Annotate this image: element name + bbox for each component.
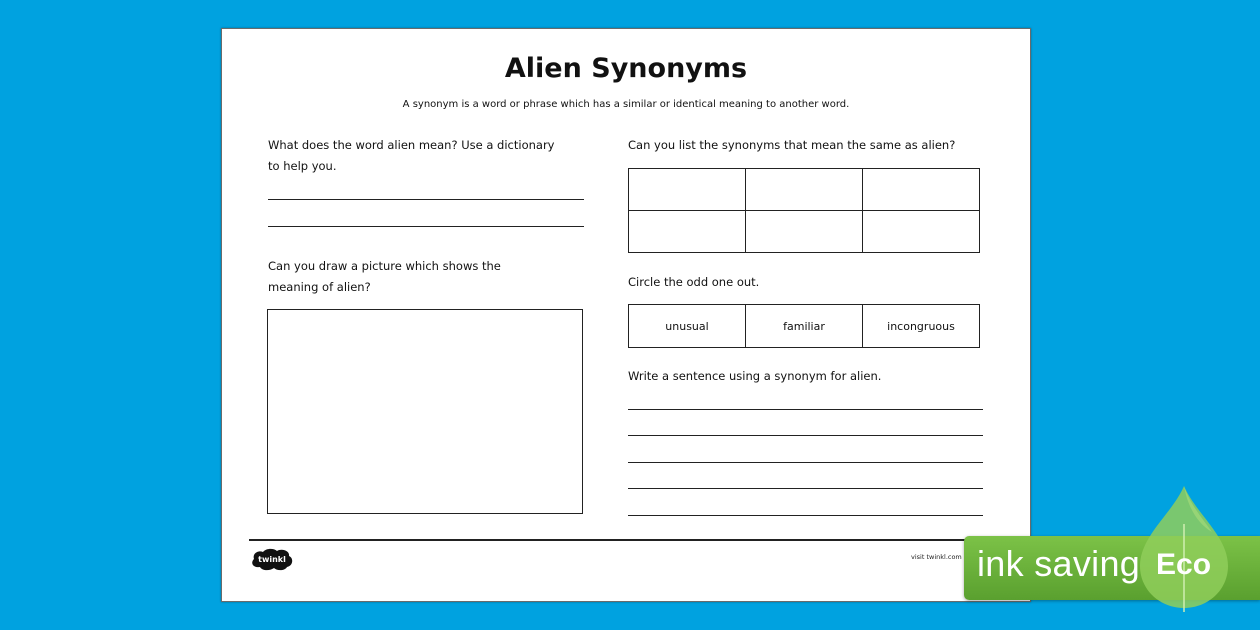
- table-row: [629, 169, 980, 211]
- sentence-line[interactable]: [628, 515, 983, 516]
- question-draw-picture: [268, 256, 501, 298]
- odd-word-incongruous[interactable]: incongruous: [863, 305, 980, 348]
- twinkl-logo: [250, 547, 294, 571]
- eco-label: Eco: [1156, 548, 1212, 581]
- odd-word-familiar[interactable]: familiar: [746, 305, 863, 348]
- odd-one-out-table: [628, 304, 980, 348]
- answer-line[interactable]: [268, 226, 584, 227]
- footer-divider: [249, 539, 1003, 541]
- question-line: to help you.: [268, 159, 337, 173]
- question-list-synonyms: Can you list the synonyms that mean the same as alien?: [628, 138, 956, 152]
- table-row: [629, 211, 980, 253]
- odd-word-unusual[interactable]: unusual: [629, 305, 746, 348]
- logo-text: twinkl: [258, 555, 286, 564]
- synonym-cell[interactable]: [746, 169, 863, 211]
- visit-link[interactable]: visit twinkl.com: [911, 553, 962, 561]
- question-alien-meaning: [268, 135, 554, 177]
- question-odd-one-out: Circle the odd one out.: [628, 275, 760, 289]
- ink-saving-label: ink saving: [977, 543, 1141, 584]
- question-line: What does the word alien mean? Use a dictionary: [268, 138, 555, 152]
- question-line: Can you draw a picture which shows the: [268, 259, 501, 273]
- answer-line[interactable]: [268, 199, 584, 200]
- sentence-line[interactable]: [628, 462, 983, 463]
- table-row: [629, 305, 980, 348]
- synonym-cell[interactable]: [746, 211, 863, 253]
- synonym-cell[interactable]: [863, 169, 980, 211]
- sentence-line[interactable]: [628, 488, 983, 489]
- question-write-sentence: Write a sentence using a synonym for alien.: [628, 369, 882, 383]
- worksheet-page: [221, 28, 1031, 602]
- synonyms-table: [628, 168, 980, 253]
- sentence-line[interactable]: [628, 409, 983, 410]
- question-line: meaning of alien?: [268, 280, 371, 294]
- drawing-box[interactable]: [267, 309, 583, 514]
- synonym-cell[interactable]: [863, 211, 980, 253]
- worksheet-title: Alien Synonyms: [504, 53, 748, 84]
- synonym-cell[interactable]: [629, 211, 746, 253]
- synonym-cell[interactable]: [629, 169, 746, 211]
- sentence-line[interactable]: [628, 435, 983, 436]
- worksheet-subtitle: A synonym is a word or phrase which has a similar or identical meaning to another word.: [402, 99, 850, 110]
